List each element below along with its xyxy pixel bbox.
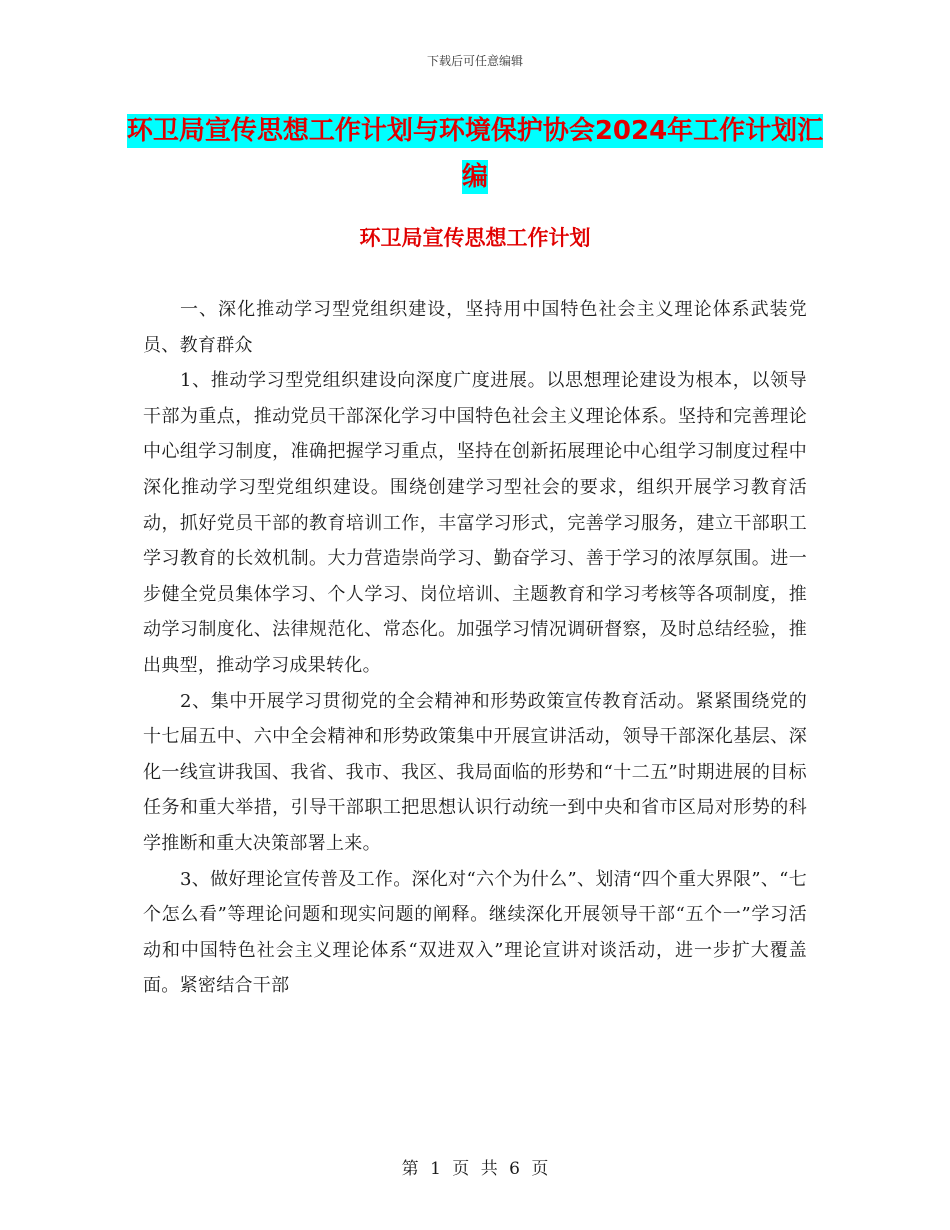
document-body <box>143 292 807 1004</box>
page-number-footer: 第 1 页 共 6 页 <box>401 1159 549 1179</box>
paragraph-item-3: 3、做好理论宣传普及工作。深化对“六个为什么”、划清“四个重大界限”、“七个怎么看”等理论问题和现实问题的阐释。继续深化开展领导干部“五个一”学习活动和中国特色社会主义理论体系“双进双入”理论宣讲对谈活动，进一步扩大覆盖面。紧密结合干部 <box>143 868 807 997</box>
paragraph-item-2: 2、集中开展学习贯彻党的全会精神和形势政策宣传教育活动。紧紧围绕党的十七届五中、六中全会精神和形势政策集中开展宣讲活动，领导干部深化基层、深化一线宣讲我国、我省、我市、我区、我局面临的形势和“十二五”时期进展的目标任务和重大举措，引导干部职工把思想认识行动统一到中央和省市区局对形势的科学推断和重大决策部署上来。 <box>143 690 807 854</box>
document-title <box>120 108 830 200</box>
document-title-text: 环卫局宣传思想工作计划与环境保护协会2024年工作计划汇编 <box>126 116 824 192</box>
header-note: 下载后可任意编辑 <box>426 54 523 68</box>
paragraph-heading-1: 一、深化推动学习型党组织建设，坚持用中国特色社会主义理论体系武装党员、教育群众 <box>143 299 807 356</box>
section-title: 环卫局宣传思想工作计划 <box>359 226 591 250</box>
paragraph-item-1: 1、推动学习型党组织建设向深度广度进展。以思想理论建设为根本，以领导干部为重点，推动党员干部深化学习中国特色社会主义理论体系。坚持和完善理论中心组学习制度，准确把握学习重点，坚持在创新拓展理论中心组学习制度过程中深化推动学习型党组织建设。围绕创建学习型社会的要求，组织开展学习教育活动，抓好党员干部的教育培训工作，丰富学习形式，完善学习服务，建立干部职工学习教育的长效机制。大力营造崇尚学习、勤奋学习、善于学习的浓厚氛围。进一步健全党员集体学习、个人学习、岗位培训、主题教育和学习考核等各项制度，推动学习制度化、法律规范化、常态化。加强学习情况调研督察，及时总结经验，推出典型，推动学习成果转化。 <box>143 370 807 676</box>
